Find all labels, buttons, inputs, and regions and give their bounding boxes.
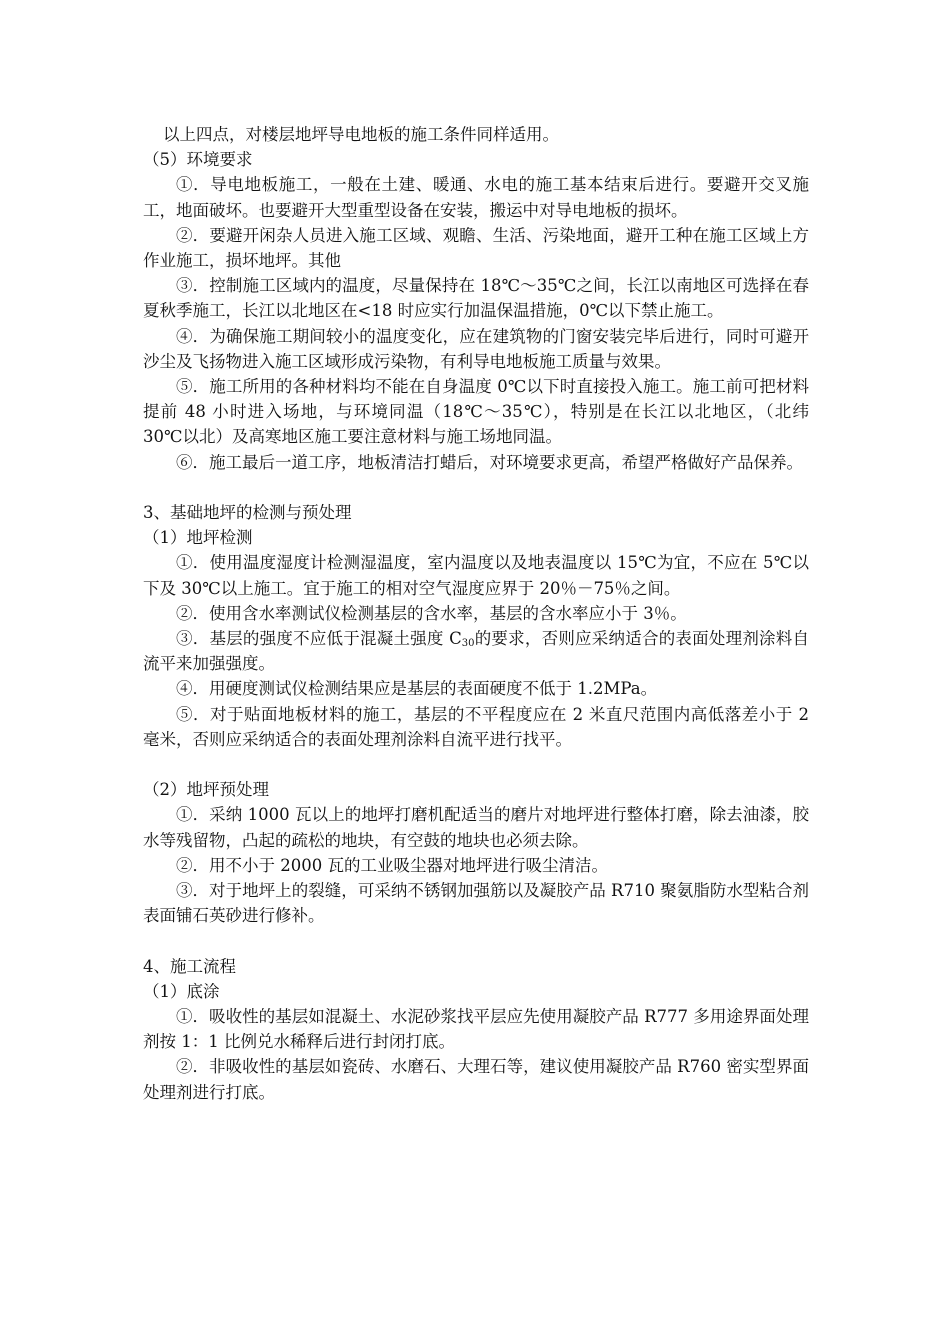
detect-item-3-text-after: 的要求，否则应采纳适合的表面处理剂涂料自流平来加强强度。 — [143, 629, 810, 674]
paragraph-primer-item-1: ①．吸收性的基层如混凝土、水泥砂浆找平层应先使用凝胶产品 R777 多用途界面处理剂按 1：1 比例兑水稀释后进行封闭打底。 — [143, 1007, 809, 1052]
paragraph-detect-item-2: ②．使用含水率测试仪检测基层的含水率，基层的含水率应小于 3％。 — [176, 603, 687, 623]
paragraph-env-item-4: ④．为确保施工期间较小的温度变化，应在建筑物的门窗安装完毕后进行，同时可避开沙尘及飞扬物进入施工区域形成污染物，有利导电地板施工质量与效果。 — [143, 326, 809, 371]
concrete-grade-subscript: 30 — [461, 638, 475, 650]
document-body — [143, 122, 809, 1105]
blank-line — [143, 928, 809, 953]
paragraph-env-summary: 以上四点，对楼层地坪导电地板的施工条件同样适用。 — [163, 125, 559, 144]
paragraph-detect-item-5: ⑤．对于贴面地板材料的施工，基层的不平程度应在 2 米直尺范围内高低落差小于 2 毫米，否则应采纳适合的表面处理剂涂料自流平进行找平。 — [143, 704, 809, 749]
heading-environment-requirements: （5）环境要求 — [143, 150, 253, 170]
paragraph-env-item-6: ⑥．施工最后一道工序，地板清洁打蜡后，对环境要求更高，希望严格做好产品保养。 — [176, 452, 803, 472]
heading-floor-pretreatment: （2）地坪预处理 — [143, 780, 269, 800]
paragraph-env-item-2: ②．要避开闲杂人员进入施工区域、观瞻、生活、污染地面，避开工种在施工区域上方作业施工，损坏地坪。其他 — [143, 225, 809, 271]
heading-primer: （1）底涂 — [143, 981, 220, 1001]
paragraph-env-item-1: ①．导电地板施工，一般在土建、暖通、水电的施工基本结束后进行。要避开交叉施工，地面破坏。也要避开大型重型设备在安装，搬运中对导电地板的损坏。 — [143, 175, 809, 220]
blank-line — [143, 752, 809, 777]
detect-item-3-text-before: ③．基层的强度不应低于混凝土强度 C — [176, 629, 462, 649]
heading-section-4: 4、施工流程 — [143, 956, 236, 976]
paragraph-detect-item-3 — [143, 626, 809, 676]
paragraph-env-item-5: ⑤．施工所用的各种材料均不能在自身温度 0℃以下时直接投入施工。施工前可把材料提前 48 小时进入场地，与环境同温（18℃～35℃），特别是在长江以北地区，（北纬 30℃以北）及高寒地区施工要注意材料与施工场地同温。 — [143, 377, 809, 447]
heading-section-3: 3、基础地坪的检测与预处理 — [143, 503, 352, 523]
paragraph-pretreat-item-2: ②．用不小于 2000 瓦的工业吸尘器对地坪进行吸尘清洁。 — [176, 855, 608, 875]
blank-line — [143, 475, 809, 500]
paragraph-detect-item-1: ①．使用温度湿度计检测湿温度，室内温度以及地表温度以 15℃为宜，不应在 5℃以下及 30℃以上施工。宜于施工的相对空气湿度应界于 20％－75％之间。 — [143, 553, 809, 598]
paragraph-pretreat-item-1: ①．采纳 1000 瓦以上的地坪打磨机配适当的磨片对地坪进行整体打磨，除去油漆，胶水等残留物，凸起的疏松的地块，有空鼓的地块也必须去除。 — [143, 805, 809, 850]
paragraph-primer-item-2: ②．非吸收性的基层如瓷砖、水磨石、大理石等，建议使用凝胶产品 R760 密实型界面处理剂进行打底。 — [143, 1057, 809, 1102]
paragraph-detect-item-4: ④．用硬度测试仪检测结果应是基层的表面硬度不低于 1.2MPa。 — [176, 679, 658, 699]
heading-floor-detection: （1）地坪检测 — [143, 528, 253, 548]
paragraph-pretreat-item-3: ③．对于地坪上的裂缝，可采纳不锈钢加强筋以及凝胶产品 R710 聚氨脂防水型粘合剂表面铺石英砂进行修补。 — [143, 881, 809, 926]
paragraph-env-item-3: ③．控制施工区域内的温度，尽量保持在 18℃～35℃之间，长江以南地区可选择在春夏秋季施工，长江以北地区在<18 时应实行加温保温措施，0℃以下禁止施工。 — [143, 276, 809, 321]
